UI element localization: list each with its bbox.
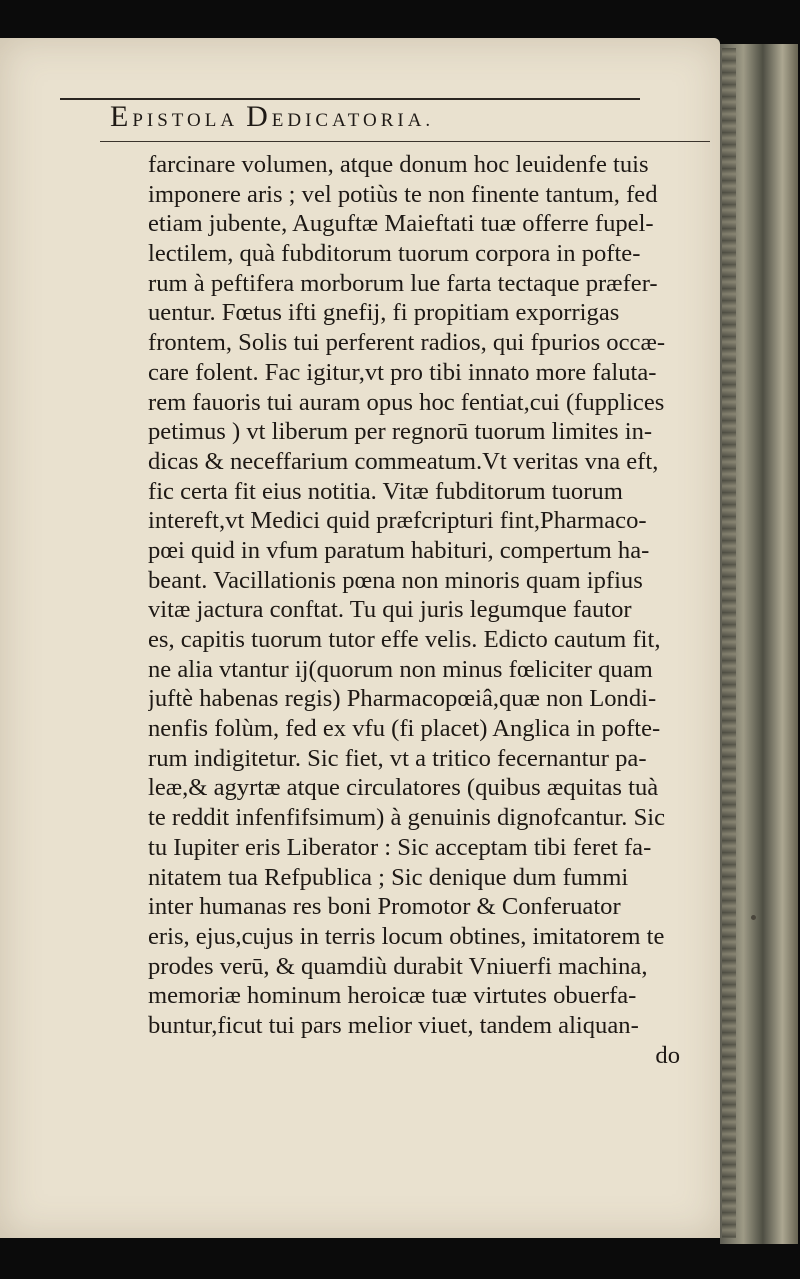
header-rule [100,141,710,142]
text-line: memoriæ hominum heroicæ tuæ virtutes obuerfa- [148,982,637,1010]
text-line: etiam jubente, Auguftæ Maieftati tuæ offerre fupel- [148,210,654,238]
text-line: pœi quid in vfum paratum habituri, compertum ha- [148,536,650,564]
header-word-pistola: PISTOLA [132,110,239,131]
text-line: petimus ) vt liberum per regnorū tuorum limites in- [148,418,653,446]
binding-strip [722,48,736,1238]
text-line: uentur. Fœtus ifti gnefij, fi propitiam exporrigas [148,299,620,327]
text-line: juftè habenas regis) Pharmacopœiâ,quæ non Londi- [148,685,657,713]
text-line: leæ,& agyrtæ atque circulatores (quibus æquitas tuà [148,774,659,802]
text-line: te reddit infenfifsimum) à genuinis dignofcantur. Sic [148,804,666,832]
text-line: rem fauoris tui auram opus hoc fentiat,cui (fupplices [148,388,665,416]
header-initial-d: D [246,100,272,133]
text-line: prodes verū, & quamdiù durabit Vniuerfi machina, [148,952,648,980]
text-line: vitæ jactura conftat. Tu qui juris legumque fautor [148,596,632,624]
ink-speck [751,915,756,920]
text-line: rum à peftifera morborum lue farta tectaque præfer- [148,269,658,297]
body-text [148,150,718,1070]
header-word-edicatoria: EDICATORIA. [271,110,435,131]
text-line: eris, ejus,cujus in terris locum obtines, imitatorem te [148,922,665,950]
text-line: buntur,ficut tui pars melior viuet, tandem aliquan- [148,1011,639,1039]
catchword: do [655,1041,680,1069]
text-line: intereft,vt Medici quid præfcripturi fint,Pharmaco- [148,507,647,535]
text-line: es, capitis tuorum tutor effe velis. Edicto cautum fit, [148,626,661,653]
text-line: inter humanas res boni Promotor & Conferuator [148,893,621,921]
text-line: tu Iupiter eris Liberator : Sic acceptam tibi feret fa- [148,833,652,861]
text-line: ne alia vtantur ij(quorum non minus fœliciter quam [148,655,653,683]
running-header [110,100,670,140]
text-line: nenfis folùm, fed ex vfu (fi placet) Anglica in pofte- [148,715,661,743]
text-line: imponere aris ; vel potiùs te non finente tantum, fed [148,180,658,208]
text-line: farcinare volumen, atque donum hoc leuidenfe tuis [148,151,649,178]
text-line: fic certa fit eius notitia. Vitæ fubditorum tuorum [148,477,623,505]
text-line: dicas & neceffarium commeatum.Vt veritas vna eft, [148,447,659,475]
text-line: rum indigitetur. Sic fiet, vt a tritico fecernantur pa- [148,744,647,772]
text-line: frontem, Solis tui perferent radios, qui fpurios occæ- [148,329,666,357]
text-line: lectilem, quà fubditorum tuorum corpora in pofte- [148,240,641,268]
header-initial-e: E [110,100,133,133]
text-line: nitatem tua Refpublica ; Sic denique dum fummi [148,863,629,891]
text-line: beant. Vacillationis pœna non minoris quam ipfius [148,566,643,594]
text-line: care folent. Fac igitur,vt pro tibi innato more faluta- [148,358,657,386]
